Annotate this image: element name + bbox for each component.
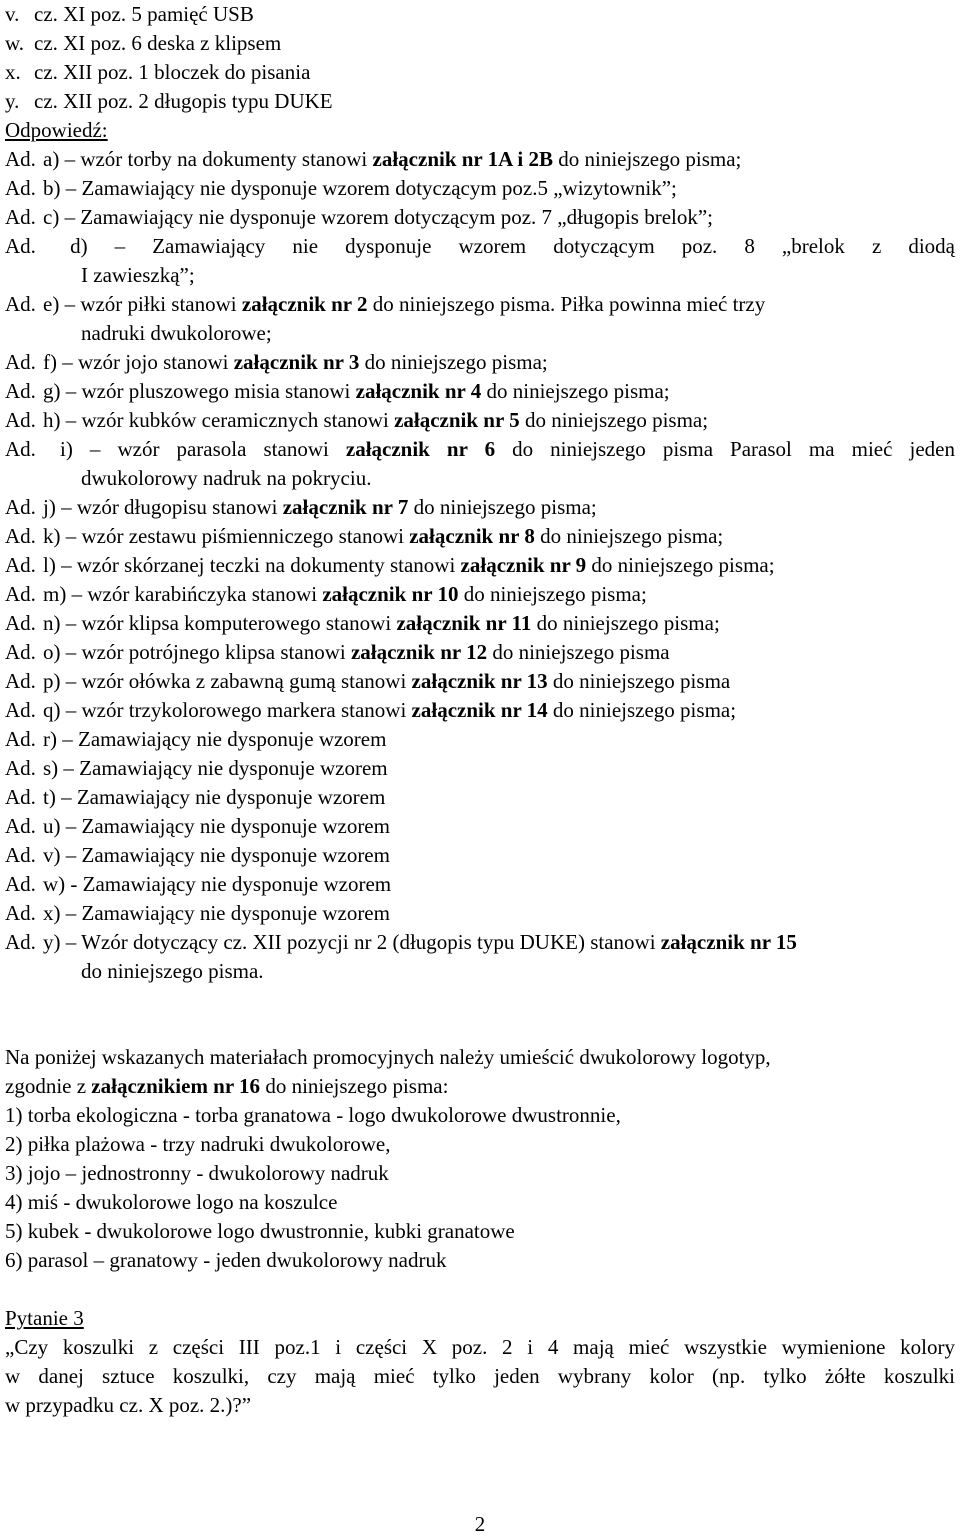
answer-item: Ad. w) - Zamawiający nie dysponuje wzorem (5, 872, 392, 896)
answer-item: Ad. r) – Zamawiający nie dysponuje wzorem (5, 727, 387, 751)
answer-item-continuation: dwukolorowy nadruk na pokryciu. (81, 466, 372, 490)
question-line: w danej sztuce koszulki, czy mają mieć tylko jeden wybrany kolor (np. tylko żółte koszulki (5, 1364, 955, 1388)
answer-item: Ad. n) – wzór klipsa komputerowego stanowi załącznik nr 11 do niniejszego pisma; (5, 611, 720, 635)
list-item: x. cz. XII poz. 1 bloczek do pisania (5, 60, 311, 84)
page-number: 2 (474, 1512, 486, 1536)
question-heading: Pytanie 3 (5, 1306, 84, 1330)
answer-item: Ad. t) – Zamawiający nie dysponuje wzorem (5, 785, 386, 809)
list-item: v. cz. XI poz. 5 pamięć USB (5, 2, 254, 26)
answer-item: Ad. e) – wzór piłki stanowi załącznik nr 2 do niniejszego pisma. Piłka powinna mieć trzy (5, 292, 766, 316)
answer-item: Ad. i) – wzór parasola stanowi załącznik nr 6 do niniejszego pisma Parasol ma mieć jeden (5, 437, 955, 461)
logo-item: 1) torba ekologiczna - torba granatowa - logo dwukolorowe dwustronnie, (5, 1103, 621, 1127)
answer-item: Ad. c) – Zamawiający nie dysponuje wzorem dotyczącym poz. 7 „długopis brelok”; (5, 205, 714, 229)
logo-paragraph-line: Na poniżej wskazanych materiałach promocyjnych należy umieścić dwukolorowy logotyp, (5, 1045, 771, 1069)
answer-item: Ad. v) – Zamawiający nie dysponuje wzorem (5, 843, 390, 867)
answer-item: Ad. j) – wzór długopisu stanowi załącznik nr 7 do niniejszego pisma; (5, 495, 597, 519)
logo-item: 5) kubek - dwukolorowe logo dwustronnie, kubki granatowe (5, 1219, 515, 1243)
answer-item-continuation: nadruki dwukolorowe; (81, 321, 272, 345)
answer-item: Ad. a) – wzór torby na dokumenty stanowi załącznik nr 1A i 2B do niniejszego pisma; (5, 147, 742, 171)
list-item: y. cz. XII poz. 2 długopis typu DUKE (5, 89, 333, 113)
logo-item: 4) miś - dwukolorowe logo na koszulce (5, 1190, 338, 1214)
answer-item-continuation: do niniejszego pisma. (81, 959, 264, 983)
answer-item: Ad. d) – Zamawiający nie dysponuje wzorem dotyczącym poz. 8 „brelok z diodą (5, 234, 956, 258)
answer-item: Ad. q) – wzór trzykolorowego markera stanowi załącznik nr 14 do niniejszego pisma; (5, 698, 737, 722)
logo-item: 6) parasol – granatowy - jeden dwukolorowy nadruk (5, 1248, 447, 1272)
answer-item: Ad. k) – wzór zestawu piśmienniczego stanowi załącznik nr 8 do niniejszego pisma; (5, 524, 724, 548)
answer-heading: Odpowiedź: (5, 118, 108, 142)
answer-item: Ad. u) – Zamawiający nie dysponuje wzorem (5, 814, 390, 838)
answer-item-continuation: I zawieszką”; (81, 263, 195, 287)
answer-item: Ad. o) – wzór potrójnego klipsa stanowi załącznik nr 12 do niniejszego pisma (5, 640, 670, 664)
list-item: w. cz. XI poz. 6 deska z klipsem (5, 31, 282, 55)
answer-item: Ad. b) – Zamawiający nie dysponuje wzorem dotyczącym poz.5 „wizytownik”; (5, 176, 677, 200)
answer-item: Ad. h) – wzór kubków ceramicznych stanowi załącznik nr 5 do niniejszego pisma; (5, 408, 709, 432)
logo-paragraph-line: zgodnie z załącznikiem nr 16 do niniejszego pisma: (5, 1074, 449, 1098)
question-line: w przypadku cz. X poz. 2.)?” (5, 1393, 252, 1417)
answer-item: Ad. x) – Zamawiający nie dysponuje wzorem (5, 901, 390, 925)
answer-item: Ad. f) – wzór jojo stanowi załącznik nr 3 do niniejszego pisma; (5, 350, 548, 374)
logo-item: 2) piłka plażowa - trzy nadruki dwukolorowe, (5, 1132, 391, 1156)
answer-item: Ad. g) – wzór pluszowego misia stanowi załącznik nr 4 do niniejszego pisma; (5, 379, 670, 403)
answer-item: Ad. s) – Zamawiający nie dysponuje wzorem (5, 756, 388, 780)
answer-item: Ad. y) – Wzór dotyczący cz. XII pozycji nr 2 (długopis typu DUKE) stanowi załącznik nr 15 (5, 930, 797, 954)
answer-item: Ad. l) – wzór skórzanej teczki na dokumenty stanowi załącznik nr 9 do niniejszego pisma; (5, 553, 775, 577)
answer-item: Ad. m) – wzór karabińczyka stanowi załącznik nr 10 do niniejszego pisma; (5, 582, 647, 606)
answer-item: Ad. p) – wzór ołówka z zabawną gumą stanowi załącznik nr 13 do niniejszego pisma (5, 669, 731, 693)
question-line: „Czy koszulki z części III poz.1 i części X poz. 2 i 4 mają mieć wszystkie wymienione kolory (5, 1335, 955, 1359)
logo-item: 3) jojo – jednostronny - dwukolorowy nadruk (5, 1161, 389, 1185)
